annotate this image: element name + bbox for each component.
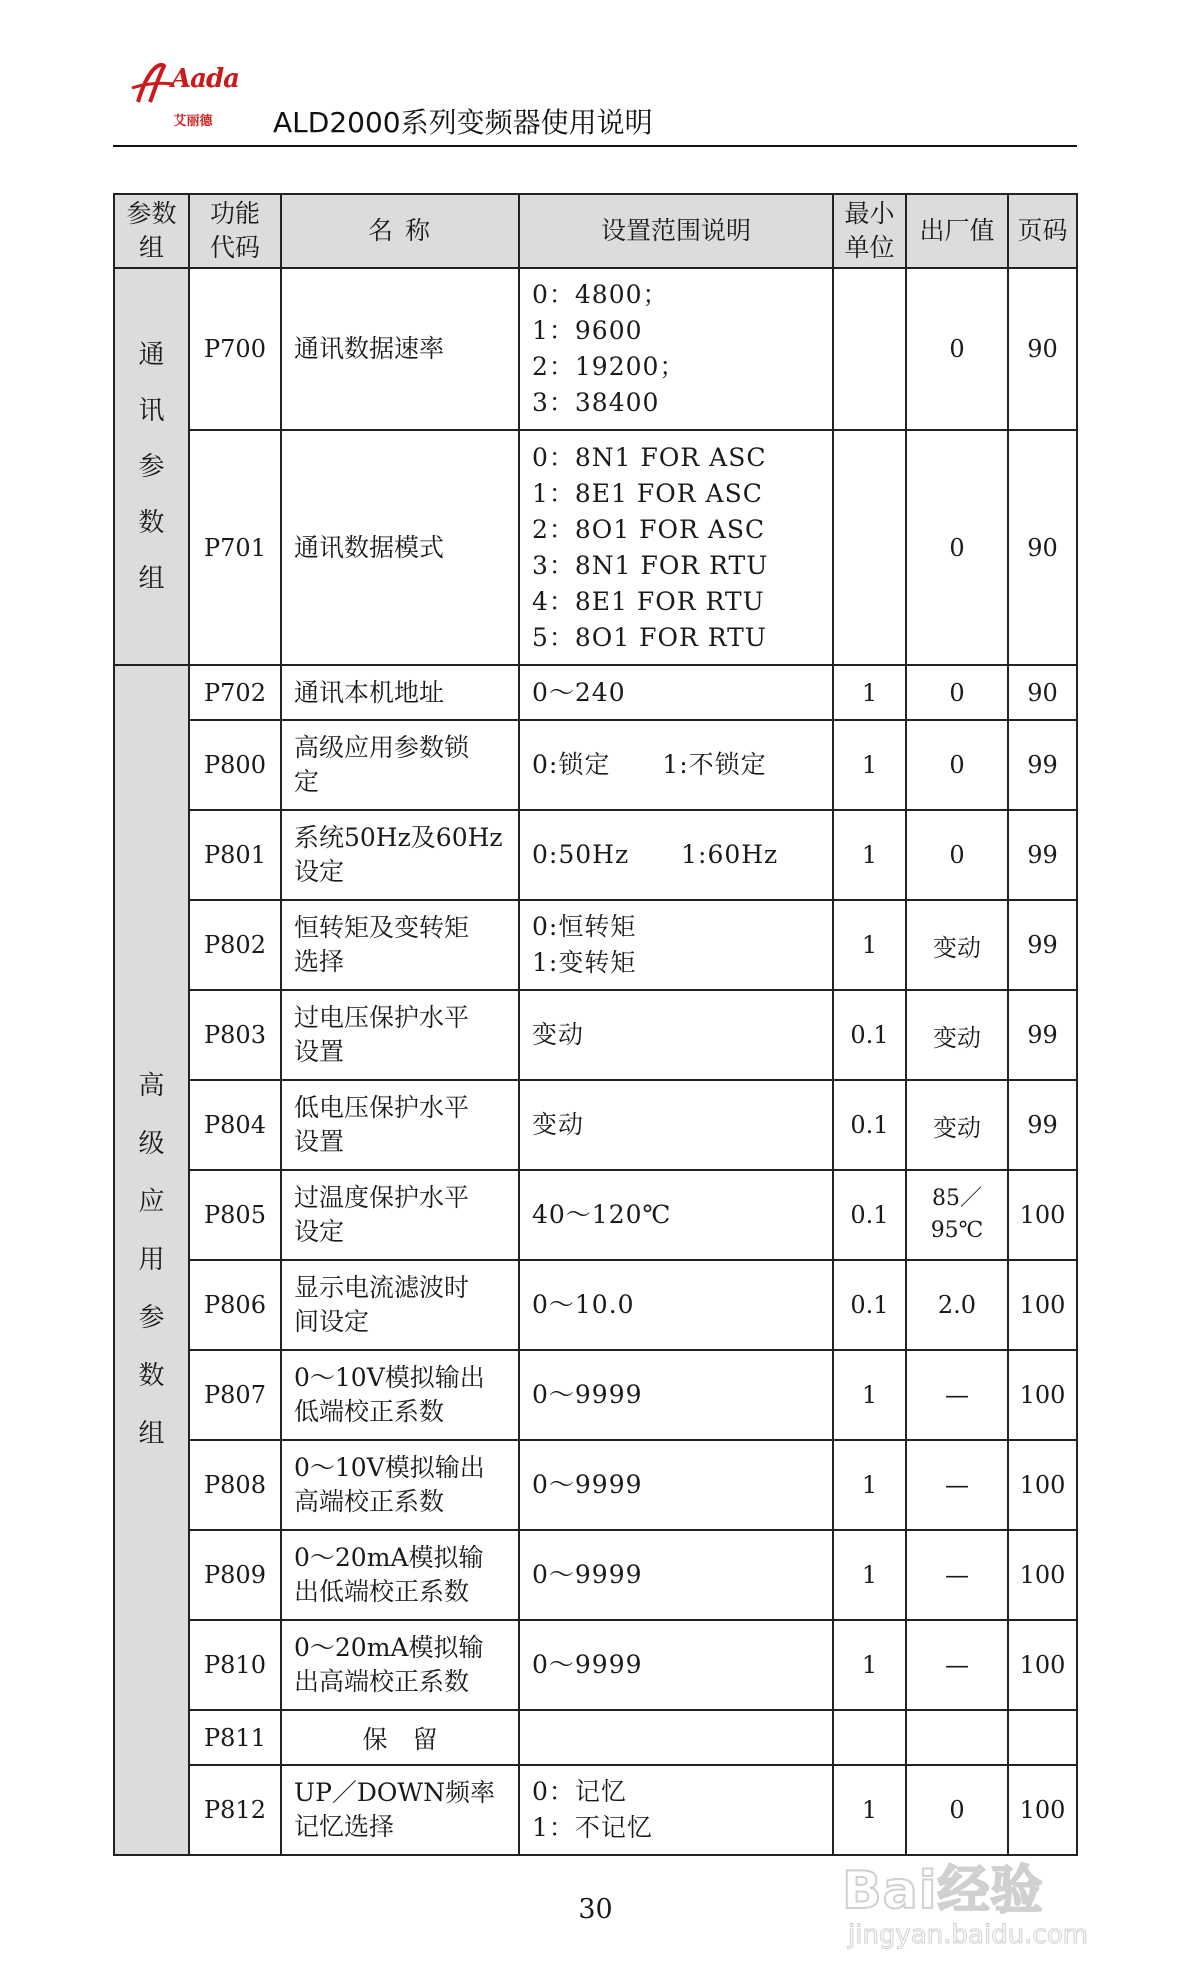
param-unit [833,430,906,665]
param-code: P810 [189,1620,281,1710]
param-code: P804 [189,1080,281,1170]
table-row [114,1350,1077,1440]
header-page: 页码 [1008,194,1077,268]
param-page: 90 [1008,430,1077,665]
table-header-row [114,194,1077,268]
param-range: 变动 [519,1080,833,1170]
param-name: UP／DOWN频率 记忆选择 [281,1765,519,1855]
param-range: 0～9999 [519,1440,833,1530]
param-default: 变动 [906,1080,1008,1170]
param-name: 0～10V模拟输出 高端校正系数 [281,1440,519,1530]
param-range: 0～9999 [519,1350,833,1440]
param-name: 显示电流滤波时 间设定 [281,1260,519,1350]
param-default: 2.0 [906,1260,1008,1350]
param-range: 0～240 [519,665,833,720]
watermark-main-text: Bai经验 [842,1861,1044,1921]
param-unit: 1 [833,665,906,720]
table-row [114,1260,1077,1350]
param-unit: 0.1 [833,1260,906,1350]
param-default: 85／95℃ [906,1170,1008,1260]
param-code: P812 [189,1765,281,1855]
param-name: 0～10V模拟输出 低端校正系数 [281,1350,519,1440]
logo-text: Aada [170,64,240,94]
param-name: 0～20mA模拟输 出低端校正系数 [281,1530,519,1620]
param-range: 0～9999 [519,1620,833,1710]
param-range: 0～9999 [519,1530,833,1620]
param-page: 100 [1008,1765,1077,1855]
param-page: 99 [1008,720,1077,810]
group-advanced: 高 级 应 用 参 数 组 [114,665,189,1855]
param-default: 0 [906,1765,1008,1855]
table-row [114,665,1077,720]
group-communication: 通 讯 参 数 组 [114,268,189,665]
table-row [114,900,1077,990]
page-header [0,0,1191,160]
param-default: 变动 [906,900,1008,990]
param-default: — [906,1620,1008,1710]
param-unit: 1 [833,900,906,990]
param-page: 100 [1008,1620,1077,1710]
param-page: 99 [1008,810,1077,900]
param-default: 变动 [906,990,1008,1080]
param-name: 通讯数据模式 [281,430,519,665]
param-name: 过电压保护水平 设置 [281,990,519,1080]
param-unit: 1 [833,720,906,810]
header-range: 设置范围说明 [519,194,833,268]
param-code: P809 [189,1530,281,1620]
table-row [114,1765,1077,1855]
param-code: P700 [189,268,281,430]
param-default: — [906,1440,1008,1530]
param-code: P802 [189,900,281,990]
param-page: 99 [1008,900,1077,990]
param-unit: 1 [833,1765,906,1855]
param-name: 过温度保护水平 设定 [281,1170,519,1260]
parameter-table [113,193,1078,1856]
param-default: — [906,1350,1008,1440]
table-row [114,1620,1077,1710]
param-unit: 1 [833,1530,906,1620]
page-number: 30 [578,1894,613,1925]
param-page [1008,1710,1077,1765]
param-code: P811 [189,1710,281,1765]
header-group: 参数 组 [114,194,189,268]
param-range: 0：4800； 1：9600 2：19200； 3：38400 [519,268,833,430]
table-row [114,430,1077,665]
param-page: 100 [1008,1260,1077,1350]
param-default: 0 [906,720,1008,810]
param-page: 100 [1008,1530,1077,1620]
param-range [519,1710,833,1765]
logo-chinese-text: 艾丽德 [173,114,213,129]
company-logo [128,58,258,140]
param-code: P801 [189,810,281,900]
table-row [114,268,1077,430]
header-unit: 最小 单位 [833,194,906,268]
header-code: 功能 代码 [189,194,281,268]
param-default: 0 [906,268,1008,430]
param-code: P803 [189,990,281,1080]
table-row [114,1710,1077,1765]
param-page: 90 [1008,665,1077,720]
param-code: P808 [189,1440,281,1530]
header-default: 出厂值 [906,194,1008,268]
param-page: 100 [1008,1170,1077,1260]
param-unit: 1 [833,1350,906,1440]
param-code: P806 [189,1260,281,1350]
param-default: 0 [906,665,1008,720]
param-page: 99 [1008,1080,1077,1170]
param-code: P807 [189,1350,281,1440]
param-default [906,1710,1008,1765]
param-code: P805 [189,1170,281,1260]
param-range: 0：8N1 FOR ASC 1：8E1 FOR ASC 2：8O1 FOR ASC 3：8N1 FOR RTU 4：8E1 FOR RTU 5：8O1 FOR RTU [519,430,833,665]
param-unit [833,1710,906,1765]
header-name: 名 称 [281,194,519,268]
param-default: 0 [906,430,1008,665]
param-name: 恒转矩及变转矩 选择 [281,900,519,990]
baidu-watermark [842,1848,1132,1958]
param-name: 通讯本机地址 [281,665,519,720]
param-range: 0：记忆 1：不记忆 [519,1765,833,1855]
param-name: 系统50Hz及60Hz 设定 [281,810,519,900]
param-range: 变动 [519,990,833,1080]
param-name: 低电压保护水平 设置 [281,1080,519,1170]
param-code: P701 [189,430,281,665]
param-unit [833,268,906,430]
table-row [114,1440,1077,1530]
param-unit: 0.1 [833,1080,906,1170]
table-row [114,990,1077,1080]
param-unit: 1 [833,1440,906,1530]
param-code: P800 [189,720,281,810]
table-row [114,1170,1077,1260]
watermark-url-text: jingyan.baidu.com [848,1920,1088,1950]
param-range: 0～10.0 [519,1260,833,1350]
table-row [114,720,1077,810]
param-range: 0:锁定 1:不锁定 [519,720,833,810]
param-range: 40～120℃ [519,1170,833,1260]
param-page: 90 [1008,268,1077,430]
table-row [114,1530,1077,1620]
param-range: 0:恒转矩 1:变转矩 [519,900,833,990]
param-code: P702 [189,665,281,720]
table-row [114,1080,1077,1170]
param-name: 高级应用参数锁 定 [281,720,519,810]
document-title: ALD2000系列变频器使用说明 [273,106,653,139]
param-unit: 0.1 [833,990,906,1080]
param-name: 通讯数据速率 [281,268,519,430]
param-range: 0:50Hz 1:60Hz [519,810,833,900]
param-unit: 1 [833,1620,906,1710]
param-unit: 1 [833,810,906,900]
param-page: 100 [1008,1440,1077,1530]
param-default: 0 [906,810,1008,900]
param-name: 保 留 [281,1710,519,1765]
param-name: 0～20mA模拟输 出高端校正系数 [281,1620,519,1710]
param-default: — [906,1530,1008,1620]
param-unit: 0.1 [833,1170,906,1260]
header-divider [113,145,1077,147]
table-row [114,810,1077,900]
param-page: 100 [1008,1350,1077,1440]
param-page: 99 [1008,990,1077,1080]
